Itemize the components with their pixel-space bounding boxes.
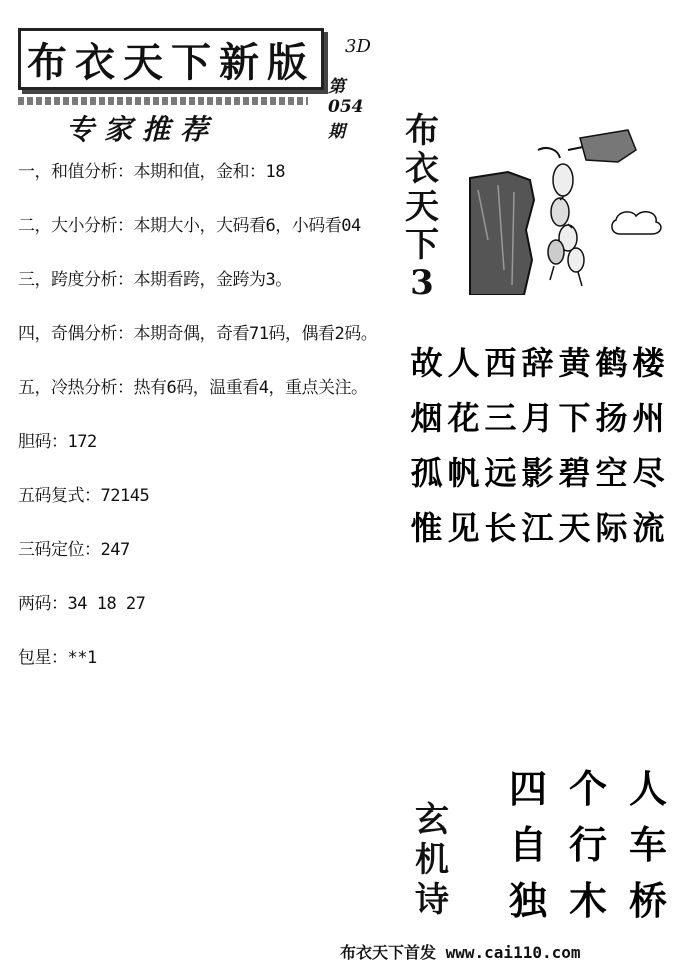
hint-row [498, 814, 678, 870]
hint-char: 人 [628, 766, 667, 811]
poem-char: 月 [521, 399, 554, 437]
hint-poem-grid [498, 758, 678, 926]
poem-char: 尽 [632, 454, 665, 492]
poem-char: 帆 [447, 454, 480, 492]
poem-char: 孤 [410, 454, 443, 492]
size-analysis: 二，大小分析：本期大小，大码看6，小码看04 [18, 216, 361, 236]
poem-line [408, 393, 667, 448]
poem-char: 扬 [595, 399, 628, 437]
title-banner [18, 28, 324, 90]
hint-char: 车 [628, 822, 667, 867]
hint-label-char: 诗 [415, 880, 449, 920]
hint-char: 独 [508, 878, 547, 923]
poem-block [408, 338, 667, 558]
vertical-title-char: 3 [410, 263, 434, 303]
hint-row [498, 870, 678, 926]
poem-char: 西 [484, 344, 517, 382]
hint-char: 四 [508, 766, 547, 811]
poem-char: 远 [484, 454, 517, 492]
vertical-title [404, 112, 440, 302]
poem-line [408, 503, 667, 558]
star-pick: 包星：**1 [18, 648, 97, 668]
poem-char: 碧 [558, 454, 591, 492]
hint-label-char: 玄 [415, 800, 449, 840]
poem-char: 烟 [410, 399, 443, 437]
poem-char: 辞 [521, 344, 554, 382]
recommend-list [18, 160, 378, 700]
page-title: 布衣天下新版 [27, 38, 315, 86]
span-analysis: 三，跨度分析：本期看跨，金跨为3。 [18, 270, 292, 290]
hint-poem-label [412, 800, 452, 920]
odd-even-analysis: 四，奇偶分析：本期奇偶，奇看71码，偶看2码。 [18, 324, 378, 344]
poem-char: 花 [447, 399, 480, 437]
sum-analysis: 一，和值分析：本期和值，金和：18 [18, 162, 285, 182]
footer-source: 布衣天下首发 www.cai110.com [340, 943, 581, 962]
poem-char: 三 [484, 399, 517, 437]
poem-char: 见 [447, 509, 480, 547]
poem-char: 惟 [410, 509, 443, 547]
poem-char: 人 [447, 344, 480, 382]
poem-char: 天 [558, 509, 591, 547]
lottery-type: 3D [345, 36, 371, 57]
poem-char: 鹤 [595, 344, 628, 382]
poem-line [408, 338, 667, 393]
poem-char: 州 [632, 399, 665, 437]
hint-char: 木 [568, 878, 607, 923]
poem-char: 楼 [632, 344, 665, 382]
poem-line [408, 448, 667, 503]
poem-char: 际 [595, 509, 628, 547]
poem-char: 江 [521, 509, 554, 547]
hint-char: 自 [508, 822, 547, 867]
poem-char: 影 [521, 454, 554, 492]
cliff-cartoon-illustration [468, 120, 668, 295]
poem-char: 黄 [558, 344, 591, 382]
poem-char: 流 [632, 509, 665, 547]
hint-label-char: 机 [415, 840, 449, 880]
five-code-combo: 五码复式：72145 [18, 486, 150, 506]
poem-char: 长 [484, 509, 517, 547]
hot-cold-analysis: 五，冷热分析：热有6码，温重看4，重点关注。 [18, 378, 368, 398]
hint-char: 桥 [628, 878, 667, 923]
poem-char: 空 [595, 454, 628, 492]
decorative-divider [18, 97, 308, 105]
poem-char: 下 [558, 399, 591, 437]
vertical-title-char: 天 [405, 187, 439, 227]
hint-char: 行 [568, 822, 607, 867]
hint-char: 个 [568, 766, 607, 811]
vertical-title-char: 衣 [405, 149, 439, 189]
three-code-position: 三码定位：247 [18, 540, 130, 560]
hint-row [498, 758, 678, 814]
poem-char: 故 [410, 344, 443, 382]
two-code: 两码：34 18 27 [18, 594, 146, 614]
key-number: 胆码：172 [18, 432, 97, 452]
issue-number: 第054期 [328, 77, 364, 142]
vertical-title-char: 布 [405, 111, 439, 151]
vertical-title-char: 下 [405, 225, 439, 265]
recommend-heading: 专家推荐 [66, 113, 219, 146]
